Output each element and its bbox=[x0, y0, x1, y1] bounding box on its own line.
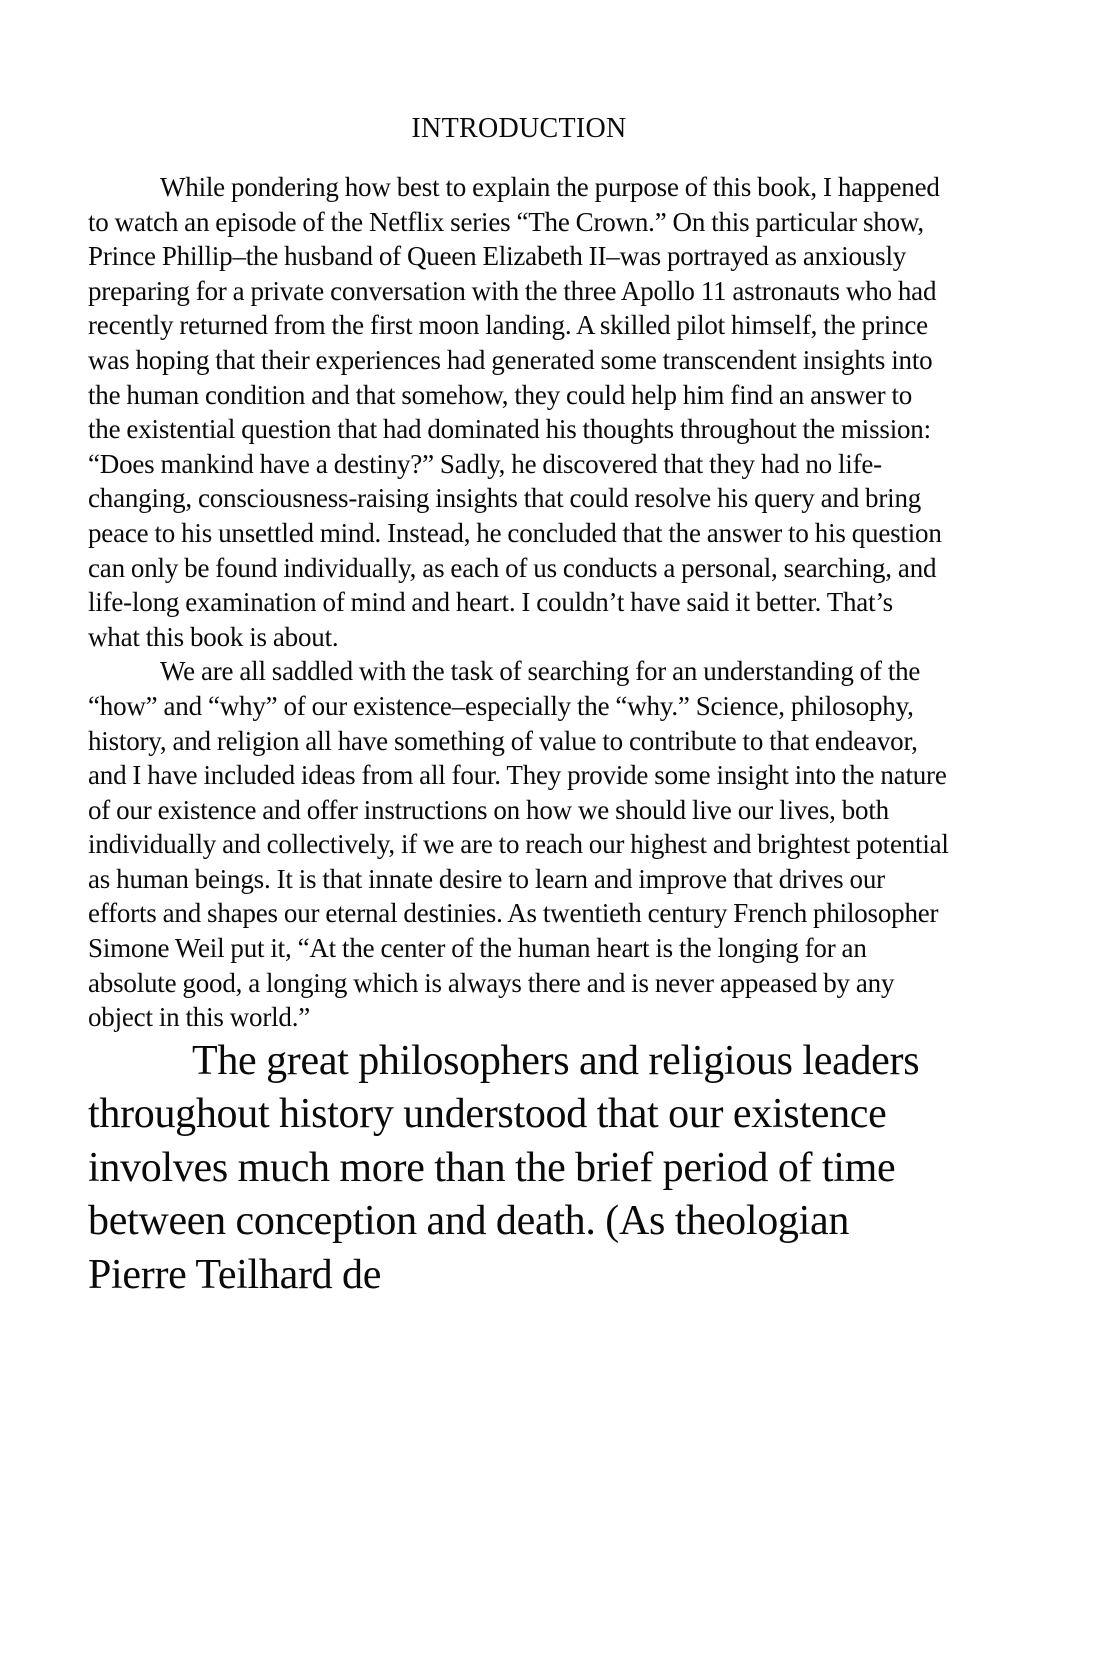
paragraph-crown-anecdote: While pondering how best to explain the purpose of this book, I happened to watch an episode of the Netflix series “The Crown.” On this particular show, Prince Phillip–the husband of Queen Elizabeth II–was portrayed as anxiously preparing for a private conversation with the three Apollo 11 astronauts who had recently returned from the first moon landing. A skilled pilot himself, the prince was hoping that their experiences had generated some transcendent insights into the human condition and that somehow, they could help him find an answer to the existential question that had dominated his thoughts throughout the mission: “Does mankind have a destiny?” Sadly, he discovered that they had no life-changing, consciousness-raising insights that could resolve his query and bring peace to his unsettled mind. Instead, he concluded that the answer to his question can only be found individually, as each of us conducts a personal, searching, and life-long examination of mind and heart. I couldn’t have said it better. That’s what this book is about. bbox=[88, 172, 942, 652]
paragraph-search-for-meaning: We are all saddled with the task of searching for an understanding of the “how” and “why” of our existence–especially the “why.” Science, philosophy, history, and religion all have something of value to contribute to that endeavor, and I have included ideas from all four. They provide some insight into the nature of our existence and offer instructions on how we should live our lives, both individually and collectively, if we are to reach our highest and brightest potential as human beings. It is that innate desire to learn and improve that drives our efforts and shapes our eternal destinies. As twentieth century French philosopher Simone Weil put it, “At the center of the human heart is the longing for an absolute good, a longing which is always there and is never appeased by any object in this world.” bbox=[88, 656, 949, 1033]
paragraph-great-philosophers: The great philosophers and religious leaders throughout history understood that our existence involves much more than the brief period of time between conception and death. (As theologian Pierre Teilhard de bbox=[88, 1037, 920, 1298]
page-title: INTRODUCTION bbox=[411, 113, 627, 144]
